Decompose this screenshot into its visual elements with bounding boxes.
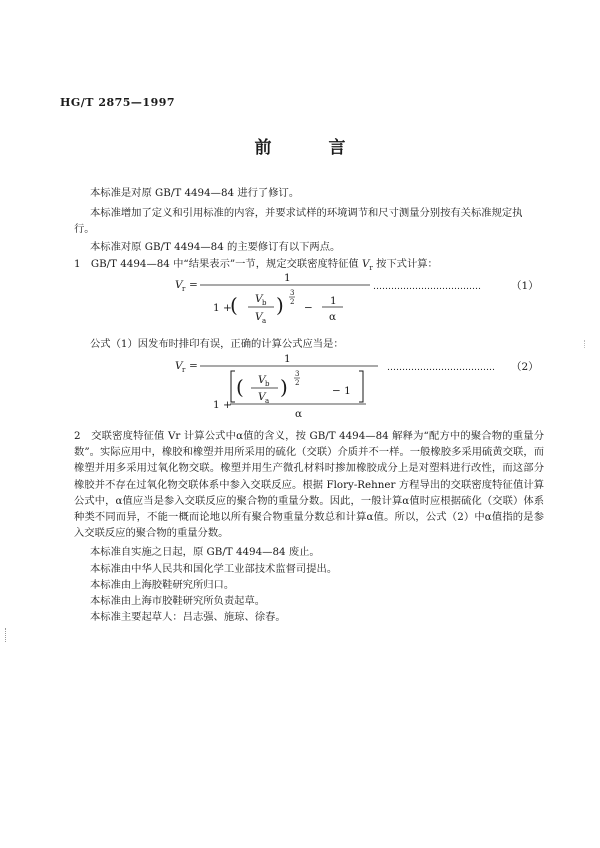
closing-line-1: 本标准自实施之日起，原 GB/T 4494—84 废止。: [90, 546, 320, 558]
closing-line-5: 本标准主要起草人：吕志强、施琼、徐春。: [90, 611, 286, 623]
formula-2-left-bracket: [231, 371, 235, 402]
closing-line-2: 本标准由中华人民共和国化学工业部技术监督司提出。: [90, 563, 338, 575]
formula-1-lhs: V: [175, 279, 183, 291]
formula-1-one-plus: 1 +: [213, 302, 232, 314]
intro-line-1: 本标准是对原 GB/T 4494—84 进行了修订。: [90, 187, 300, 199]
formula-2-vb-sub: b: [265, 380, 270, 388]
formula-2-lhs-sub: r: [182, 366, 186, 374]
formula-2-lhs: V: [175, 360, 183, 372]
formula-2-left-paren: (: [236, 375, 244, 399]
formula-1-left-paren: (: [230, 293, 238, 317]
formula-1-right-paren: ): [276, 293, 284, 317]
formula-note: 公式（1）因发布时排印有误，正确的计算公式应当是：: [90, 338, 344, 350]
formula-1-va-sub: a: [262, 317, 267, 325]
formula-1-exp-num: 3: [290, 289, 295, 297]
formula-2-dots: ………………………………: [387, 363, 495, 373]
formula-2-exp-num: 3: [295, 370, 300, 378]
formula-1-numerator: 1: [284, 272, 291, 284]
formula-1-vb: V: [255, 293, 263, 305]
intro-line-3: 本标准对原 GB/T 4494—84 的主要修订有以下两点。: [90, 241, 341, 253]
page-title: 前 言: [254, 138, 366, 158]
formula-1-lhs-sub: r: [182, 285, 186, 293]
formula-1-frac-num: 1: [330, 295, 337, 307]
formula-2-right-bracket: [359, 371, 363, 402]
item-1-var-sub: r: [369, 264, 373, 273]
item-1-var: V: [361, 258, 370, 270]
item-2-paragraph: 2 交联密度特征值 Vr 计算公式中α值的含义，按 GB/T 4494—84 解释为“配方中的聚合物的重量分数”。实际应用中，橡胶和橡塑并用所采用的硫化（交联）介质并不一样。一般橡胶多采用硫黄交联，而橡塑并用多采用过氧化物交联。橡塑并用生产微孔材料时掺加橡胶成分上是对塑料进行改性，而这部分橡胶并不存在过氧化物交联体系中参入交联反应。根据 Flory-Rehner 方程导出的交联密度特征值计算公式中，α值应当是参入交联反应的聚合物的重量分数。因此，一般计算α值时应根据硫化（交联）体系种类不同而异，不能一概而论地以所有聚合物重量分数总和计算α值。所以，公式（2）中α值指的是参入交联反应的聚合物的重量分数。: [74, 430, 544, 540]
formula-2-vb: V: [258, 374, 266, 386]
standard-code: HG/T 2875—1997: [60, 96, 176, 109]
formula-1-frac-den: α: [329, 311, 337, 323]
formula-1-va: V: [255, 311, 263, 323]
formula-2-den-alpha: α: [295, 408, 303, 420]
item-1-text: [74, 257, 438, 275]
scan-artifact: [5, 628, 8, 642]
item-1-text-a: 1 GB/T 4494—84 中“结果表示”一节，规定交联密度特征值: [74, 258, 359, 270]
item-1-text-b: 按下式计算：: [376, 258, 438, 270]
formula-1-exp-den: 2: [290, 298, 295, 306]
formula-1-number: （1）: [511, 280, 539, 292]
formula-2-minus-one: − 1: [332, 385, 351, 397]
formula-2-number: （2）: [511, 361, 539, 373]
formula-2-va: V: [258, 391, 266, 403]
formula-2-eq: =: [189, 360, 198, 372]
formula-2-va-sub: a: [265, 397, 270, 405]
closing-line-4: 本标准由上海市胶鞋研究所负责起草。: [90, 595, 266, 607]
intro-line-2b: 行。: [74, 223, 95, 235]
formula-1-dots: ………………………………: [373, 282, 481, 292]
closing-line-3: 本标准由上海胶鞋研究所归口。: [90, 579, 235, 591]
formula-2-exp-den: 2: [295, 379, 300, 387]
formula-1-minus: −: [304, 302, 313, 314]
formula-2-right-paren: ): [280, 375, 288, 399]
formula-1-vb-sub: b: [262, 299, 267, 307]
scan-artifact-right: [584, 340, 586, 348]
formula-2-numerator: 1: [284, 353, 291, 365]
formula-2-one-plus: 1 +: [213, 399, 232, 411]
intro-line-2a: 本标准增加了定义和引用标准的内容，并要求试样的环境调节和尺寸测量分别按有关标准规定执: [90, 207, 523, 219]
formula-1-eq: =: [189, 279, 198, 291]
